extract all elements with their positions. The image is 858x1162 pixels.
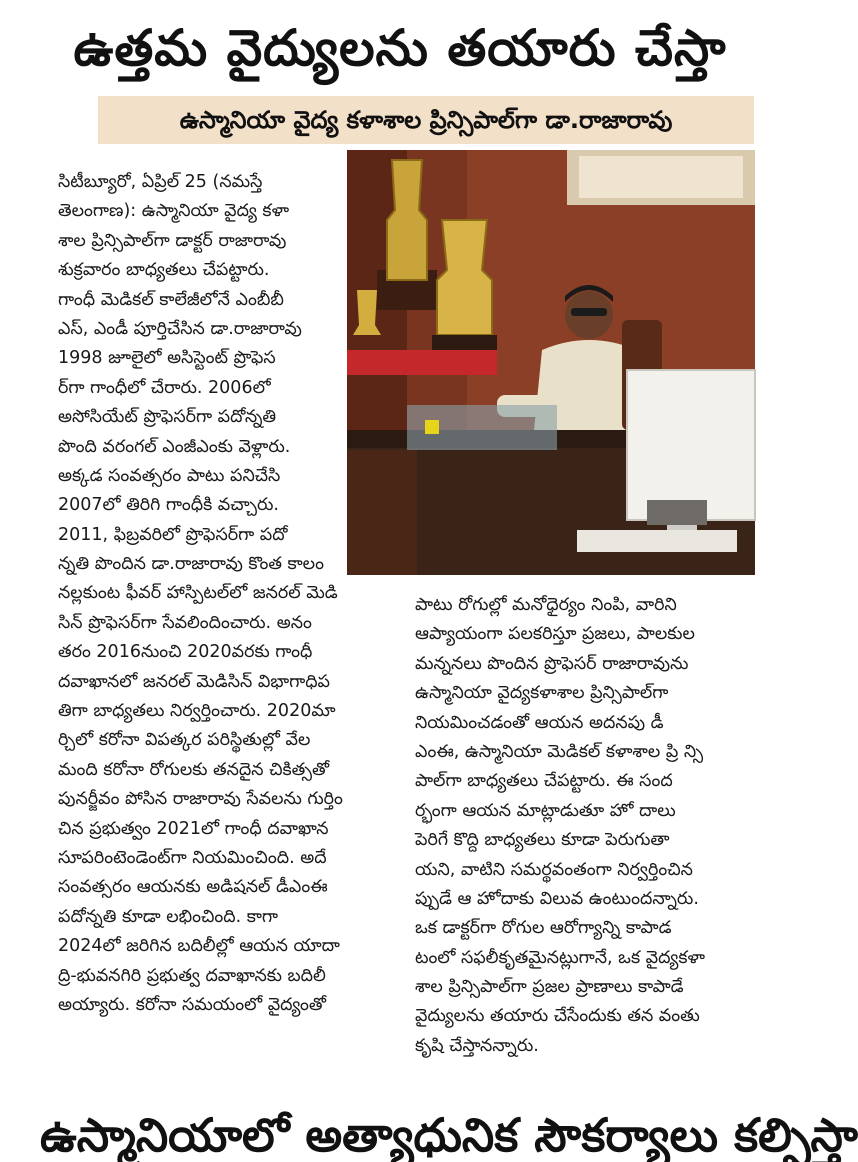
- keyboard: [577, 530, 737, 552]
- right-column-line: మన్ననలు పొందిన ప్రొఫెసర్ రాజారావును: [415, 653, 689, 674]
- left-column-line: ద్రి-భువనగిరి ప్రభుత్వ దవాఖానకు బదిలీ: [58, 965, 326, 986]
- wall-frame-inner: [579, 156, 743, 198]
- desk-item-yellow: [425, 420, 439, 434]
- right-column-line: టంలో సఫలీకృతమైనట్లుగానే, ఒక వైద్యకళా: [415, 947, 705, 968]
- article-column-right: [415, 591, 760, 1061]
- left-column-line: నల్లకుంట ఫీవర్ హాస్పిటల్‌లో జనరల్ మెడి: [58, 583, 338, 604]
- subheadline-banner: [98, 96, 754, 144]
- left-column-line: 2011, ఫిబ్రవరిలో ప్రొఫెసర్‌గా పదో: [58, 524, 288, 545]
- right-column-line: ఆప్యాయంగా పలకరిస్తూ ప్రజలు, పాలకుల: [415, 624, 695, 645]
- monitor-screen: [627, 370, 755, 520]
- right-column-line: శాల ప్రిన్సిపాల్‌గా ప్రజల ప్రాణాలు కాపాడే: [415, 977, 684, 998]
- subheadline: ఉస్మానియా వైద్య కళాశాల ప్రిన్సిపాల్‌గా డా.రాజారావు: [179, 106, 673, 134]
- visitor-chair: [347, 450, 417, 575]
- right-column-line: ఒక డాక్టర్‌గా రోగుల ఆరోగ్యాన్ని కాపాడ: [415, 918, 672, 939]
- left-column-line: సిన్ ప్రొఫెసర్‌గా సేవలిందించారు. అనం: [58, 612, 312, 633]
- left-column-line: ఎస్, ఎండీ పూర్తిచేసిన డా.రాజారావు: [58, 318, 302, 339]
- left-column-line: చిన ప్రభుత్వం 2021లో గాంధీ దవాఖాన: [58, 818, 329, 839]
- left-column-line: సూపరింటెండెంట్‌గా నియమించింది. అదే: [58, 847, 327, 868]
- right-column-line: పాల్‌గా బాధ్యతలు చేపట్టారు. ఈ సంద: [415, 771, 673, 792]
- right-column-line: పాటు రోగుల్లో మనోధైర్యం నింపి, వారిని: [415, 595, 677, 615]
- left-column-line: అసోసియేట్ ప్రొఫెసర్‌గా పదోన్నతి: [58, 407, 277, 428]
- left-column-line: తిగా బాధ్యతలు నిర్వర్తించారు. 2020మా: [58, 701, 336, 722]
- left-column-line: పునర్జీవం పోసిన రాజారావు సేవలను గుర్తిం: [58, 789, 343, 810]
- right-column-line: ఎంఈ, ఉస్మానియా మెడికల్ కళాశాల ప్రి న్సి: [415, 741, 704, 762]
- phone-device: [647, 500, 707, 525]
- left-column-line: ర్‌గా గాంధీలో చేరారు. 2006లో: [58, 377, 271, 398]
- right-column-line: పెరిగే కొద్ది బాధ్యతలు కూడా పెరుగుతా: [415, 830, 670, 851]
- left-column-line: తెలంగాణ): ఉస్మానియా వైద్య కళా: [58, 201, 290, 222]
- left-column-line: అక్కడ సంవత్సరం పాటు పనిచేసి: [58, 465, 281, 486]
- right-column-line: ప్పుడే ఆ హోదాకు విలువ ఉంటుందన్నారు.: [415, 888, 699, 909]
- left-column-line: గాంధీ మెడికల్ కాలేజీలోనే ఎంబీబీ: [58, 289, 284, 310]
- trophy-stand: [347, 350, 497, 375]
- article-column-left: [58, 168, 358, 1020]
- right-column-line: నియమించడంతో ఆయన అదనపు డీ: [415, 712, 664, 733]
- left-column-line: సంవత్సరం ఆయనకు అడిషనల్ డీఎంఈ: [58, 877, 328, 898]
- left-column-line: దవాఖానలో జనరల్ మెడిసిన్ విభాగాధిప: [58, 671, 330, 692]
- right-column-line: ఉస్మానియా వైద్యకళాశాల ప్రిన్సిపాల్‌గా: [415, 683, 669, 704]
- headline: ఉత్తమ వైద్యులను తయారు చేస్తా: [73, 19, 727, 77]
- left-column-line: 1998 జూలైలో అసిస్టెంట్ ప్రొఫెస: [58, 348, 276, 369]
- left-column-line: అయ్యారు. కరోనా సమయంలో వైద్యంతో: [58, 994, 326, 1015]
- next-headline-fragment: ఉస్మానియాలో అత్యాధునిక సౌకర్యాలు కల్పిస్తా: [40, 1108, 858, 1162]
- left-column-line: 2024లో జరిగిన బదిలీల్లో ఆయన యాదా: [58, 936, 340, 957]
- left-column-line: శుక్రవారం బాధ్యతలు చేపట్టారు.: [58, 260, 270, 281]
- right-column-line: వైద్యులను తయారు చేసేందుకు తన వంతు: [415, 1006, 700, 1027]
- left-column-line: ర్చిలో కరోనా విపత్కర పరిస్థితుల్లో వేల: [58, 730, 311, 751]
- person-glasses: [571, 308, 607, 316]
- left-column-line: శాల ప్రిన్సిపాల్‌గా డాక్టర్ రాజారావు: [58, 230, 287, 251]
- left-column-line: పొంది వరంగల్ ఎంజీఎంకు వెళ్లారు.: [58, 436, 291, 457]
- left-column-line: తరం 2016నుంచి 2020వరకు గాంధీ: [58, 642, 313, 663]
- left-column-line: మంది కరోనా రోగులకు తనదైన చికిత్సతో: [58, 759, 330, 780]
- left-column-line: 2007లో తిరిగి గాంధీకి వచ్చారు.: [58, 495, 279, 516]
- left-column-line: న్నతి పొందిన డా.రాజారావు కొంత కాలం: [58, 554, 324, 575]
- trophy-large-icon: [387, 160, 427, 280]
- right-column-line: కృషి చేస్తానన్నారు.: [415, 1035, 539, 1056]
- right-column-line: యని, వాటిని సమర్థవంతంగా నిర్వర్తించిన: [415, 859, 693, 880]
- left-column-line: సిటీబ్యూరో, ఏప్రిల్ 25 (నమస్తే: [58, 172, 263, 192]
- principal-photo-icon: [347, 150, 755, 575]
- left-column-line: పదోన్నతి కూడా లభించింది. కాగా: [58, 906, 279, 927]
- next-article-headline-clipped: [40, 1108, 858, 1162]
- right-column-line: ర్భంగా ఆయన మాట్లాడుతూ హో దాలు: [415, 800, 676, 821]
- trophy-medium-icon: [437, 220, 492, 335]
